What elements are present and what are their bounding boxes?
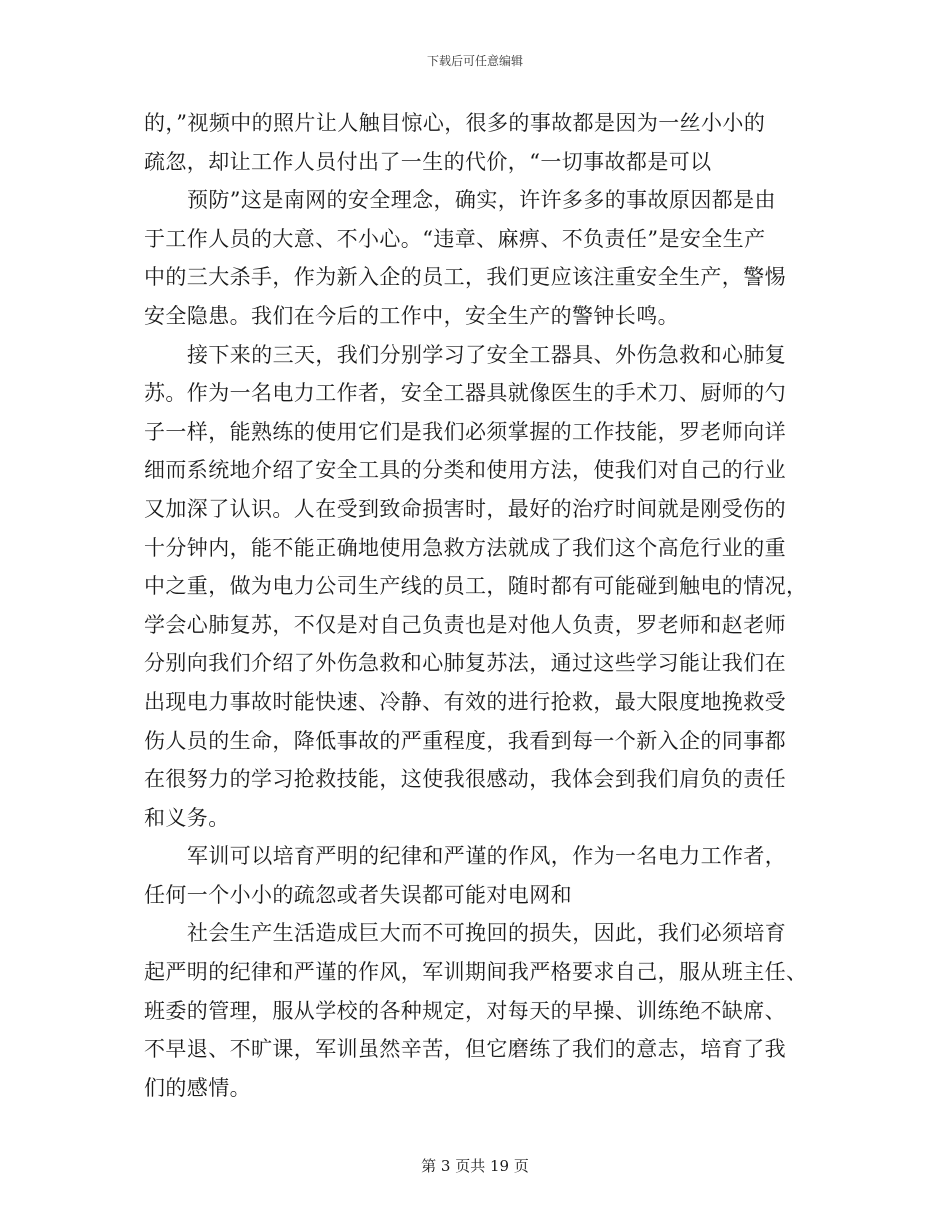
text-line: 苏。作为一名电力工作者，安全工器具就像医生的手术刀、厨师的勺 bbox=[144, 381, 786, 406]
text-line: 十分钟内，能不能正确地使用急救方法就成了我们这个高危行业的重 bbox=[144, 535, 786, 560]
text-line: 在很努力的学习抢救技能，这使我很感动，我体会到我们肩负的责任 bbox=[144, 767, 786, 792]
document-body bbox=[144, 104, 808, 1107]
text-line: 出现电力事故时能快速、冷静、有效的进行抢救，最大限度地挽救受 bbox=[144, 689, 786, 714]
text-line: 接下来的三天，我们分别学习了安全工器具、外伤急救和心肺复 bbox=[187, 342, 787, 367]
text-line: 疏忽，却让工作人员付出了一生的代价，“一切事故都是可以 bbox=[144, 149, 712, 174]
text-line: 学会心肺复苏，不仅是对自己负责也是对他人负责，罗老师和赵老师 bbox=[144, 612, 786, 637]
text-line: 于工作人员的大意、不小心。“违章、麻痹、不负责任”是安全生产 bbox=[144, 226, 766, 251]
text-line: 细而系统地介绍了安全工具的分类和使用方法，使我们对自己的行业 bbox=[144, 458, 786, 483]
page-header: 下载后可任意编辑 bbox=[426, 54, 523, 68]
text-line: 军训可以培育严明的纪律和严谨的作风，作为一名电力工作者， bbox=[187, 844, 787, 869]
text-line: 中的三大杀手，作为新入企的员工，我们更应该注重安全生产，警惕 bbox=[144, 265, 786, 290]
text-line: 任何一个小小的疏忽或者失误都可能对电网和 bbox=[144, 882, 572, 907]
text-line: 社会生产生活造成巨大而不可挽回的损失，因此，我们必须培育 bbox=[187, 921, 787, 946]
page-number: 第 3 页共 19 页 bbox=[421, 1157, 529, 1175]
text-line: 子一样，能熟练的使用它们是我们必须掌握的工作技能，罗老师向详 bbox=[144, 419, 786, 444]
text-line: 不早退、不旷课，军训虽然辛苦，但它磨练了我们的意志，培育了我 bbox=[144, 1037, 786, 1062]
text-line: 又加深了认识。人在受到致命损害时，最好的治疗时间就是刚受伤的 bbox=[144, 496, 786, 521]
text-line: 中之重，做为电力公司生产线的员工，随时都有可能碰到触电的情况， bbox=[144, 574, 808, 599]
text-line: 伤人员的生命，降低事故的严重程度，我看到每一个新入企的同事都 bbox=[144, 728, 786, 753]
text-line: 的，”视频中的照片让人触目惊心，很多的事故都是因为一丝小小的 bbox=[144, 111, 766, 135]
text-line: 和义务。 bbox=[144, 805, 230, 830]
text-line: 预防”这是南网的安全理念，确实，许许多多的事故原因都是由 bbox=[187, 188, 776, 213]
text-line: 起严明的纪律和严谨的作风，军训期间我严格要求自己，服从班主任、 bbox=[144, 960, 808, 985]
text-line: 安全隐患。我们在今后的工作中，安全生产的警钟长鸣。 bbox=[144, 303, 679, 328]
text-line: 分别向我们介绍了外伤急救和心肺复苏法，通过这些学习能让我们在 bbox=[144, 651, 786, 676]
text-line: 班委的管理，服从学校的各种规定，对每天的早操、训练绝不缺席、 bbox=[144, 998, 786, 1023]
text-line: 们的感情。 bbox=[144, 1075, 251, 1100]
